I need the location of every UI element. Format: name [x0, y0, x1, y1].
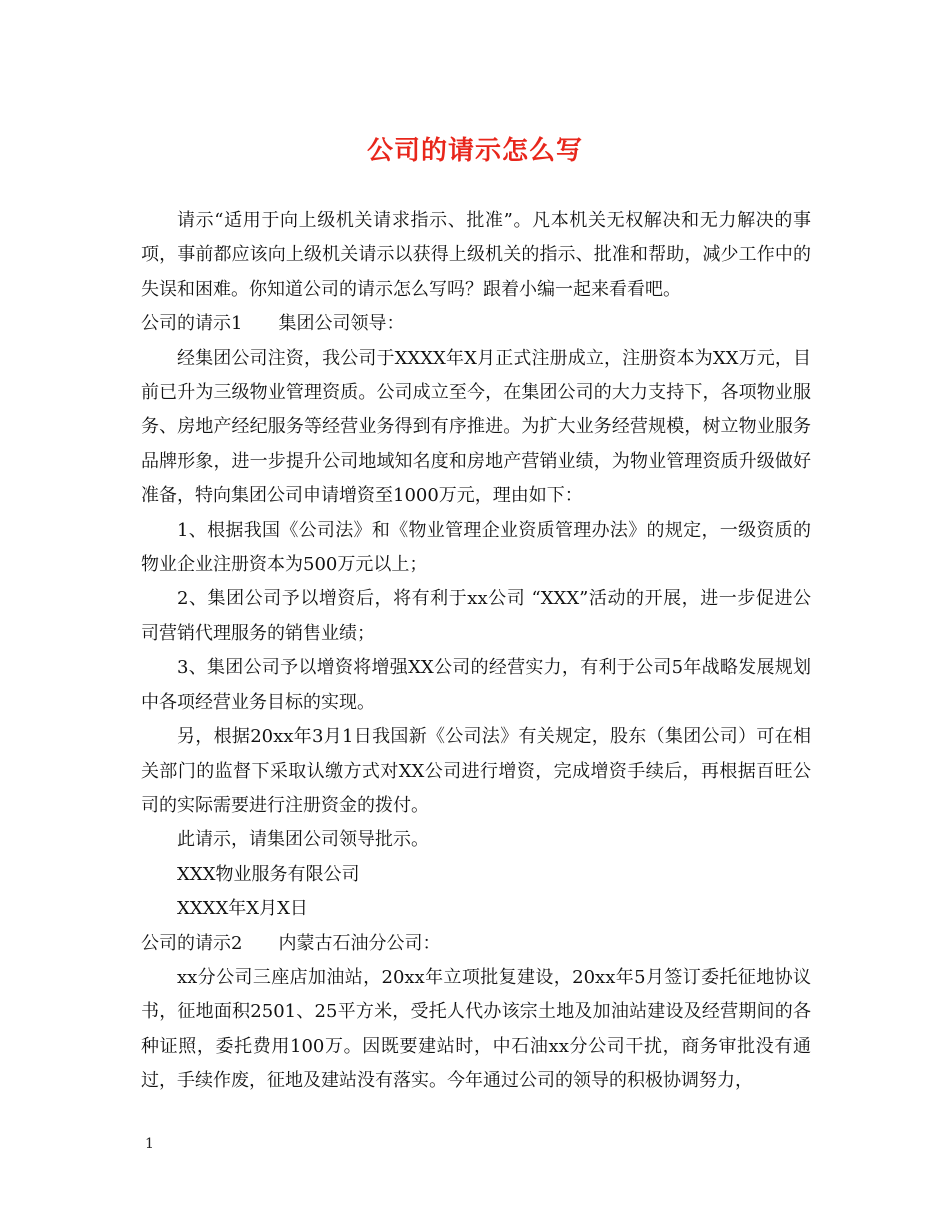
reason-3-paragraph: 3、集团公司予以增资将增强XX公司的经营实力，有利于公司5年战略发展规划中各项经营业务目标的实现。	[141, 657, 811, 713]
request-1-heading: 公司的请示1 集团公司领导：	[141, 313, 405, 335]
document-title: 公司的请示怎么写	[366, 136, 583, 166]
page-number: 1	[145, 1136, 154, 1152]
legal-basis-paragraph: 另，根据20xx年3月1日我国新《公司法》有关规定，股东（集团公司）可在相关部门的监督下采取认缴方式对XX公司进行增资，完成增资手续后，再根据百旺公司的实际需要进行注册资金的拨付。	[141, 726, 811, 816]
intro-paragraph: 请示“适用于向上级机关请求指示、批准”。凡本机关无权解决和无力解决的事项，事前都应该向上级机关请示以获得上级机关的指示、批准和帮助，减少工作中的失误和困难。你知道公司的请示怎么写吗？跟着小编一起来看看吧。	[141, 210, 811, 300]
document-body	[141, 204, 811, 1099]
reason-1-paragraph: 1、根据我国《公司法》和《物业管理企业资质管理办法》的规定，一级资质的物业企业注册资本为500万元以上；	[141, 519, 811, 576]
signature-date: XXXX年X月X日	[177, 898, 308, 920]
closing-line: 此请示，请集团公司领导批示。	[177, 829, 429, 851]
request-2-paragraph: xx分公司三座店加油站，20xx年立项批复建设，20xx年5月签订委托征地协议书，征地面积2501、25平方米，受托人代办该宗土地及加油站建设及经营期间的各种证照，委托费用100万。因既要建站时，中石油xx分公司干扰，商务审批没有通过，手续作废，征地及建站没有落实。今年通过公司的领导的积极协调努力，	[141, 966, 811, 1092]
signature-company: XXX物业服务有限公司	[177, 863, 360, 885]
request-2-heading: 公司的请示2 内蒙古石油分公司：	[141, 932, 441, 954]
reason-2-paragraph: 2、集团公司予以增资后，将有利于xx公司 “XXX”活动的开展，进一步促进公司营销代理服务的销售业绩；	[141, 588, 811, 644]
request-1-paragraph: 经集团公司注资，我公司于XXXX年X月正式注册成立，注册资本为XX万元，目前已升为三级物业管理资质。公司成立至今，在集团公司的大力支持下，各项物业服务、房地产经纪服务等经营业务得到有序推进。为扩大业务经营规模，树立物业服务品牌形象，进一步提升公司地域知名度和房地产营销业绩，为物业管理资质升级做好准备，特向集团公司申请增资至1000万元，理由如下：	[141, 347, 811, 507]
